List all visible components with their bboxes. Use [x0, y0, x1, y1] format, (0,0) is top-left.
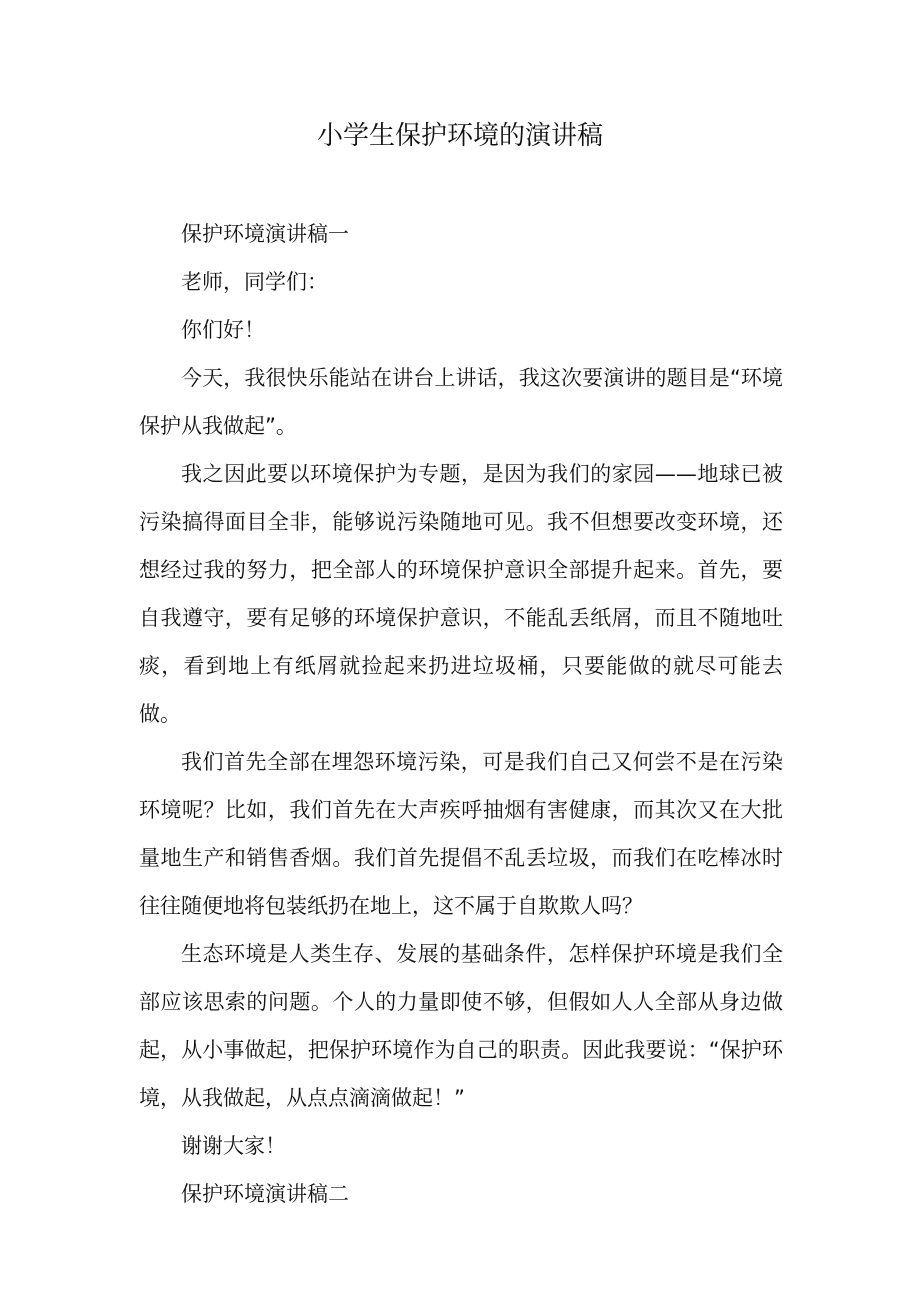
- paragraph-greeting: 你们好！: [181, 318, 265, 342]
- paragraph-conclusion: 生态环境是人类生存、发展的基础条件，怎样保护环境是我们全部应该思索的问题。个人的力量即使不够，但假如人人全部从身边做起，从小事做起，把保护环境作为自己的职责。因此我要说：“保护环境，从我做起，从点点滴滴做起！”: [139, 942, 783, 1110]
- paragraph-reason: 我之因此要以环境保护为专题，是因为我们的家园——地球已被污染搞得面目全非，能够说污染随地可见。我不但想要改变环境，还想经过我的努力，把全部人的环境保护意识全部提升起来。首先，要自我遵守，要有足够的环境保护意识，不能乱丢纸屑，而且不随地吐痰，看到地上有纸屑就捡起来扔进垃圾桶，只要能做的就尽可能去做。: [139, 462, 783, 726]
- paragraph-intro: 今天，我很快乐能站在讲台上讲话，我这次要演讲的题目是“环境保护从我做起”。: [139, 366, 783, 438]
- document-body: [139, 210, 783, 1218]
- paragraph-examples: 我们首先全部在埋怨环境污染，可是我们自己又何尝不是在污染环境呢？比如，我们首先在大声疾呼抽烟有害健康，而其次又在大批量地生产和销售香烟。我们首先提倡不乱丢垃圾，而我们在吃棒冰时往往随便地将包装纸扔在地上，这不属于自欺欺人吗？: [139, 750, 783, 918]
- paragraph-salutation: 老师，同学们：: [181, 270, 328, 294]
- paragraph-section-heading-1: 保护环境演讲稿一: [181, 222, 349, 246]
- paragraph-thanks: 谢谢大家！: [181, 1134, 286, 1158]
- document-title: 小学生保护环境的演讲稿: [316, 121, 603, 151]
- paragraph-section-heading-2: 保护环境演讲稿二: [181, 1182, 349, 1206]
